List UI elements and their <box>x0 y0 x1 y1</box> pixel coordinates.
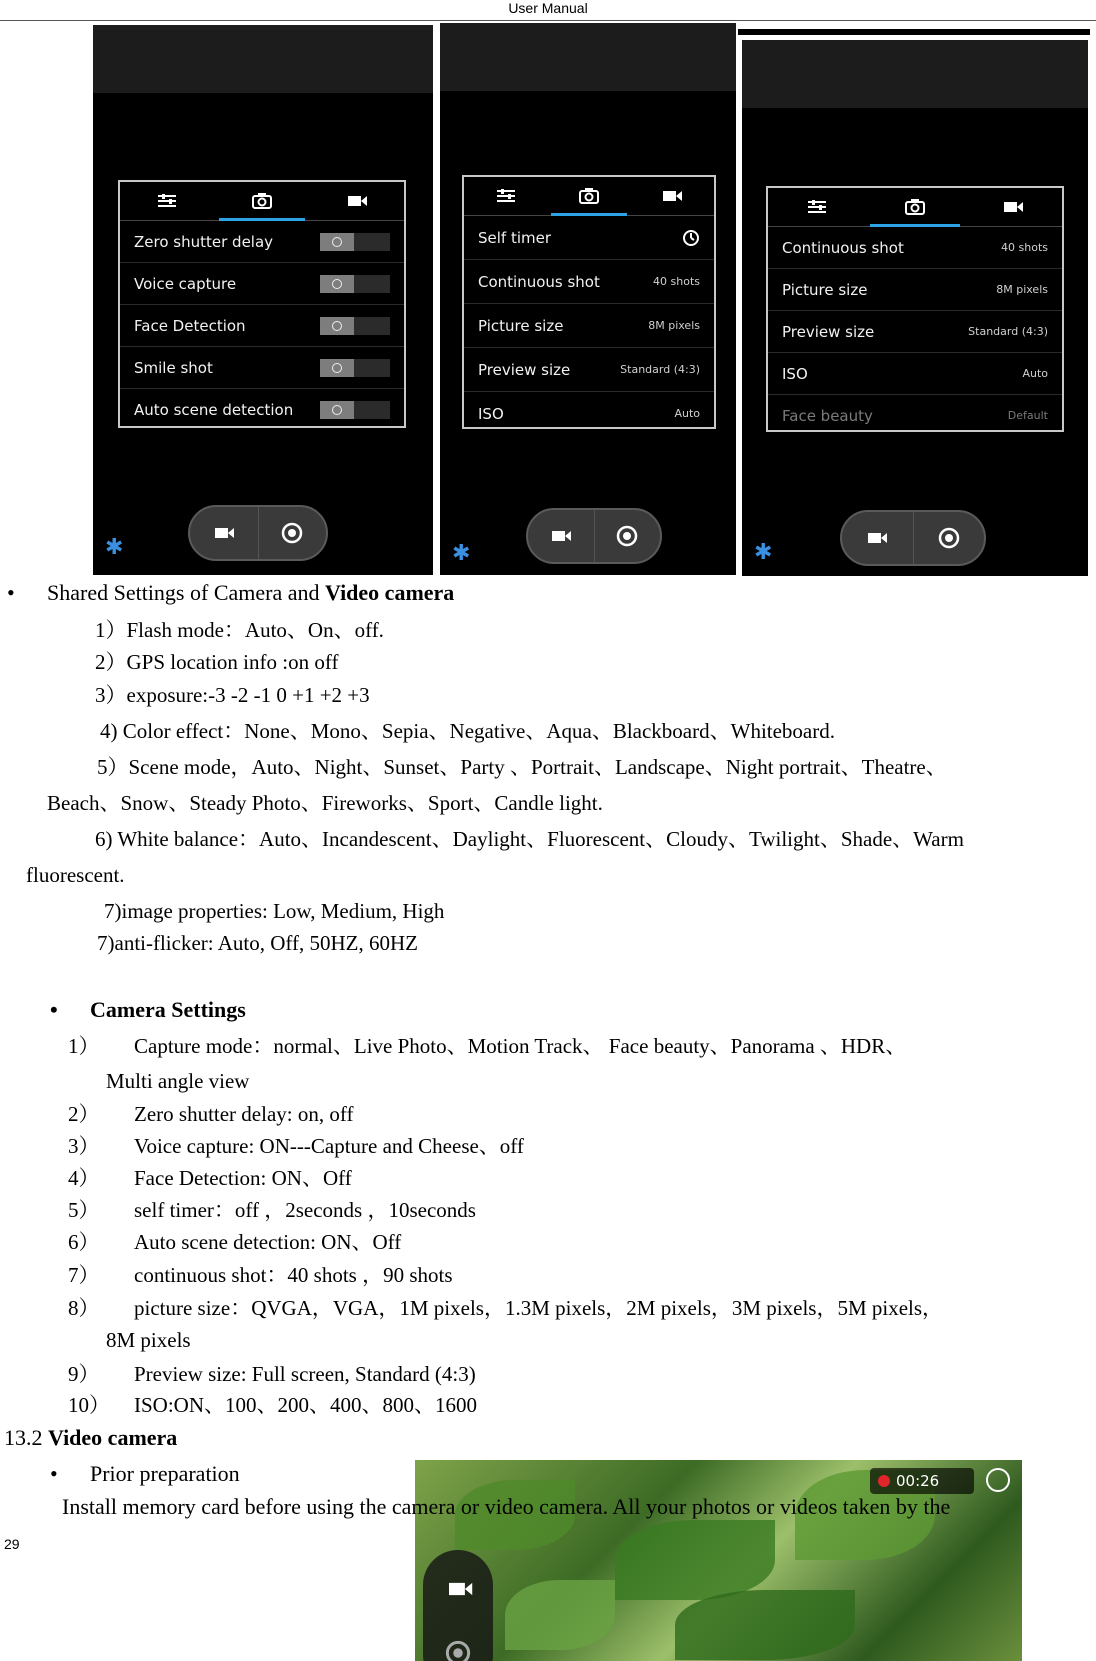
shutter-icon <box>616 525 638 547</box>
shared-item: 1）Flash mode：Auto、On、off. <box>95 618 384 642</box>
setting-number: 10） <box>68 1393 110 1417</box>
setting-number: 8） <box>68 1296 100 1320</box>
mode-switcher[interactable] <box>840 510 986 566</box>
menu-row[interactable]: ISO Auto <box>478 404 700 423</box>
section-heading: 13.2 Video camera <box>4 1425 178 1450</box>
shared-item: 3）exposure:-3 -2 -1 0 +1 +2 +3 <box>95 683 370 707</box>
menu-row[interactable]: ISO Auto <box>768 353 1062 395</box>
video-recording-screenshot <box>415 1460 1022 1661</box>
menu-row[interactable]: Picture size 8M pixels <box>464 304 714 348</box>
setting-number: 7） <box>68 1263 100 1287</box>
mode-switcher[interactable] <box>188 505 328 561</box>
toggle-switch[interactable] <box>320 401 390 419</box>
setting-number: 6） <box>68 1230 100 1254</box>
mode-switcher[interactable] <box>526 508 662 564</box>
setting-text: 8M pixels <box>106 1328 191 1352</box>
menu-row[interactable]: Voice capture <box>120 263 404 305</box>
page-number: 29 <box>4 1536 20 1552</box>
settings-menu <box>766 186 1064 432</box>
video-camera-icon <box>866 529 888 547</box>
video-camera-icon <box>346 192 368 210</box>
menu-row[interactable]: Self timer <box>464 216 714 260</box>
video-camera-icon <box>550 527 572 545</box>
menu-row[interactable]: Auto scene detection <box>120 389 404 430</box>
prior-preparation: • Prior preparation <box>90 1461 240 1487</box>
shutter-icon[interactable] <box>445 1640 471 1661</box>
tab-general[interactable] <box>464 177 547 215</box>
recording-indicator: 00:26 <box>870 1468 974 1494</box>
gear-icon[interactable]: ✱ <box>452 541 471 566</box>
setting-text: Preview size: Full screen, Standard (4:3) <box>134 1362 476 1386</box>
menu-row[interactable]: Zero shutter delay <box>120 221 404 263</box>
setting-text: Multi angle view <box>106 1069 250 1093</box>
setting-text: continuous shot：40 shots ，90 shots <box>134 1263 453 1287</box>
setting-text: self timer：off ，2seconds ，10seconds <box>134 1198 476 1222</box>
shared-item: 6) White balance：Auto、Incandescent、Daylight、Fluorescent、Cloudy、Twilight、Shade、Warm <box>95 827 964 851</box>
shutter-icon <box>281 522 303 544</box>
setting-text: Face Detection: ON、Off <box>134 1166 352 1190</box>
settings-menu <box>462 175 716 429</box>
page-header: User Manual <box>0 0 1096 21</box>
gear-icon[interactable]: ✱ <box>754 540 773 565</box>
camera-icon <box>578 187 600 205</box>
tab-general[interactable] <box>768 188 866 226</box>
intro-paragraph: Install memory card before using the camera or video camera. All your photos or videos taken by the <box>62 1494 951 1519</box>
setting-number: 4） <box>68 1166 100 1190</box>
tab-camera[interactable] <box>866 188 964 226</box>
menu-row[interactable]: Picture size 8M pixels <box>768 269 1062 311</box>
video-mode-switcher[interactable] <box>423 1550 493 1661</box>
shared-item: 2）GPS location info :on off <box>95 650 339 674</box>
sliders-icon <box>806 198 828 216</box>
setting-text: Voice capture: ON---Capture and Cheese、off <box>134 1134 524 1158</box>
tab-video[interactable] <box>631 177 714 215</box>
screenshot-camera-settings-3 <box>742 40 1088 576</box>
menu-row[interactable]: Continuous shot 40 shots <box>768 227 1062 269</box>
setting-number: 1） <box>68 1034 100 1058</box>
video-camera-icon <box>1002 198 1024 216</box>
record-dot-icon <box>878 1475 890 1487</box>
menu-row[interactable]: Preview size Standard (4:3) <box>768 311 1062 353</box>
shared-settings-heading: • Shared Settings of Camera and Video camera <box>47 580 454 606</box>
video-camera-icon <box>213 524 235 542</box>
camera-icon <box>904 198 926 216</box>
toggle-switch[interactable] <box>320 233 390 251</box>
toggle-switch[interactable] <box>320 317 390 335</box>
toggle-switch[interactable] <box>320 359 390 377</box>
setting-text: Capture mode：normal、Live Photo、Motion Track、 Face beauty、Panorama 、HDR、 <box>134 1034 907 1058</box>
setting-text: Auto scene detection: ON、Off <box>134 1230 402 1254</box>
timer-icon <box>682 229 700 247</box>
camera-icon <box>251 192 273 210</box>
menu-row[interactable]: Smile shot <box>120 347 404 389</box>
video-camera-icon <box>661 187 683 205</box>
shared-item: 7)image properties: Low, Medium, High <box>104 899 445 923</box>
menu-row-disabled: Face beauty Default <box>782 406 1048 425</box>
setting-number: 5） <box>68 1198 100 1222</box>
tab-video[interactable] <box>309 182 404 220</box>
tab-video[interactable] <box>964 188 1062 226</box>
gear-icon[interactable]: ✱ <box>105 535 124 560</box>
tab-general[interactable] <box>120 182 215 220</box>
setting-text: ISO:ON、100、200、400、800、1600 <box>134 1393 478 1417</box>
menu-row[interactable]: Continuous shot 40 shots <box>464 260 714 304</box>
toggle-switch[interactable] <box>320 275 390 293</box>
shutter-icon <box>938 527 960 549</box>
shared-item: 7)anti-flicker: Auto, Off, 50HZ, 60HZ <box>97 931 418 955</box>
video-camera-icon[interactable] <box>445 1578 475 1600</box>
sliders-icon <box>495 187 517 205</box>
setting-number: 2） <box>68 1102 100 1126</box>
camera-settings-heading: • Camera Settings <box>90 997 246 1023</box>
sliders-icon <box>156 192 178 210</box>
tab-camera[interactable] <box>547 177 630 215</box>
shared-item: 5）Scene mode，Auto、Night、Sunset、Party 、Portrait、Landscape、Night portrait、Theatre、 <box>97 755 947 779</box>
screenshot-camera-settings-2 <box>440 23 736 575</box>
pause-icon[interactable] <box>986 1468 1010 1492</box>
tab-camera[interactable] <box>215 182 310 220</box>
setting-text: picture size：QVGA，VGA，1M pixels，1.3M pixels，2M pixels，3M pixels，5M pixels， <box>134 1296 944 1320</box>
setting-text: Zero shutter delay: on, off <box>134 1102 354 1126</box>
setting-number: 9） <box>68 1362 100 1386</box>
menu-row[interactable]: Face Detection <box>120 305 404 347</box>
screenshot-camera-settings-1 <box>93 25 433 575</box>
shared-item: Beach、Snow、Steady Photo、Fireworks、Sport、Candle light. <box>47 791 603 815</box>
shared-item: fluorescent. <box>26 863 125 887</box>
settings-menu <box>118 180 406 428</box>
shared-item: 4) Color effect：None、Mono、Sepia、Negative、Aqua、Blackboard、Whiteboard. <box>100 719 835 743</box>
menu-row[interactable]: Preview size Standard (4:3) <box>464 348 714 392</box>
setting-number: 3） <box>68 1134 100 1158</box>
